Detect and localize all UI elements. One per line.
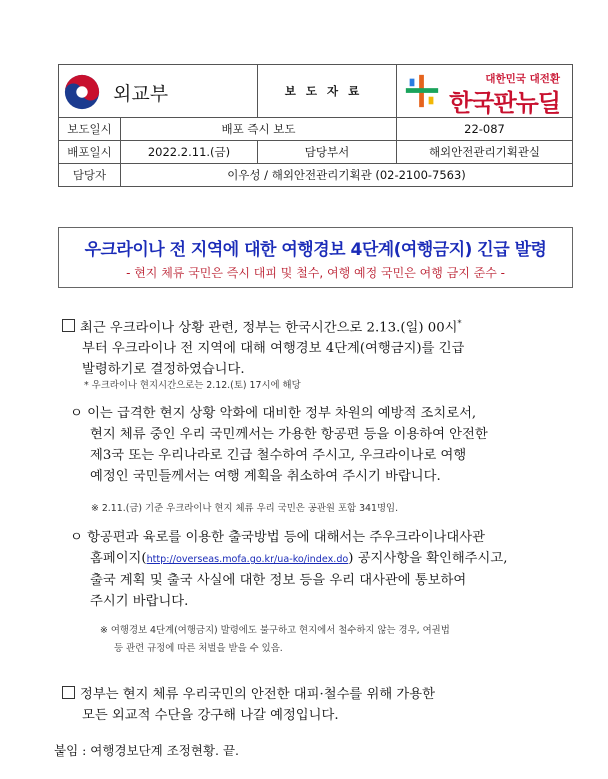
paragraph-3-line-2-pre: 홈페이지( (90, 551, 147, 566)
headline: 우크라이나 전 지역에 대한 여행경보 4단계(여행금지) 긴급 발령 (84, 240, 547, 260)
release-date-value: 배포 즉시 보도 (121, 118, 397, 141)
paragraph-4-line-1: 정부는 현지 체류 우리국민의 안전한 대피·철수를 위해 가용한 (80, 687, 435, 702)
korean-new-deal-logo (397, 65, 573, 118)
contact-label: 담당자 (59, 164, 121, 187)
note-penalty (100, 622, 570, 658)
distribution-date-label: 배포일시 (59, 141, 121, 164)
new-deal-slogan: 대한민국 대전환 (485, 73, 560, 85)
paragraph-2-line-3: 제3국 또는 우리나라로 긴급 철수하여 주시고, 우크라이나로 여행 (90, 448, 467, 463)
paragraph-1-line-2: 부터 우크라이나 전 지역에 대해 여행경보 4단계(여행금지)를 긴급 (82, 341, 465, 357)
new-deal-title: 한국판뉴딜 (449, 89, 560, 117)
paragraph-3-line-2-post: ) 공지사항을 확인해주시고, (348, 551, 508, 566)
press-release-title: 보도자료 (258, 65, 397, 118)
attachment-line: 붙임 : 여행경보단계 조정현황. 끝. (54, 743, 240, 758)
paragraph-2 (70, 403, 582, 487)
footnote-marker: * (457, 319, 462, 328)
sub-headline: - 현지 체류 국민은 즉시 대피 및 철수, 여행 예정 국민은 여행 금지 준수 - (126, 266, 505, 280)
paragraph-3-line-3: 출국 계획 및 출국 사실에 대한 정보 등을 우리 대사관에 통보하여 (90, 573, 467, 588)
embassy-homepage-link[interactable]: http://overseas.mofa.go.kr/ua-ko/index.do (146, 554, 349, 565)
note-penalty-line-2: 등 관련 규정에 따른 처벌을 받을 수 있음. (114, 643, 283, 654)
paragraph-4-line-2: 모든 외교적 수단을 강구해 나갈 예정입니다. (82, 708, 339, 723)
press-header-table (58, 64, 573, 187)
note-residents: ※ 2.11.(금) 기준 우크라이나 현지 체류 우리 국민은 공관원 포함 341명임. (91, 503, 399, 514)
checkbox-bullet-icon (62, 686, 75, 699)
contact-value: 이우성 / 해외안전관리기획관 (02-2100-7563) (121, 164, 573, 187)
paragraph-4 (62, 684, 582, 726)
footnote-1: * 우크라이나 현지시간으로는 2.12.(토) 17시에 해당 (84, 380, 301, 391)
paragraph-2-line-4: 예정인 국민들께서는 여행 계획을 취소하여 주시기 바랍니다. (90, 469, 441, 484)
ministry-name: 외교부 (113, 83, 169, 105)
ministry-logo-cell (59, 65, 258, 118)
paragraph-3-line-4: 주시기 바랍니다. (90, 594, 189, 609)
paragraph-2-line-1: ㅇ 이는 급격한 현지 상황 악화에 대비한 정부 차원의 예방적 조치로서, (70, 406, 477, 421)
department-value: 해외안전관리기획관실 (397, 141, 573, 164)
headline-box (58, 227, 573, 288)
department-label: 담당부서 (258, 141, 397, 164)
paragraph-3 (70, 527, 582, 612)
paragraph-3-line-1: ㅇ 항공편과 육로를 이용한 출국방법 등에 대해서는 주우크라이나대사관 (70, 530, 485, 545)
release-date-label: 보도일시 (59, 118, 121, 141)
taegeuk-emblem-icon (63, 73, 101, 111)
paragraph-1 (62, 313, 582, 380)
checkbox-bullet-icon (62, 319, 75, 332)
new-deal-logo-icon (403, 72, 441, 110)
paragraph-1-line-3: 발령하기로 결정하였습니다. (82, 362, 245, 378)
paragraph-2-line-2: 현지 체류 중인 우리 국민께서는 가용한 항공편 등을 이용하여 안전한 (90, 427, 488, 442)
note-penalty-line-1: ※ 여행경보 4단계(여행금지) 발령에도 불구하고 현지에서 철수하지 않는 경우, 여권법 (100, 625, 450, 636)
release-number: 22-087 (397, 118, 573, 141)
paragraph-1-line-1: 최근 우크라이나 상황 관련, 정부는 한국시간으로 2.13.(일) 00시 (80, 320, 458, 336)
distribution-date-value: 2022.2.11.(금) (121, 141, 258, 164)
